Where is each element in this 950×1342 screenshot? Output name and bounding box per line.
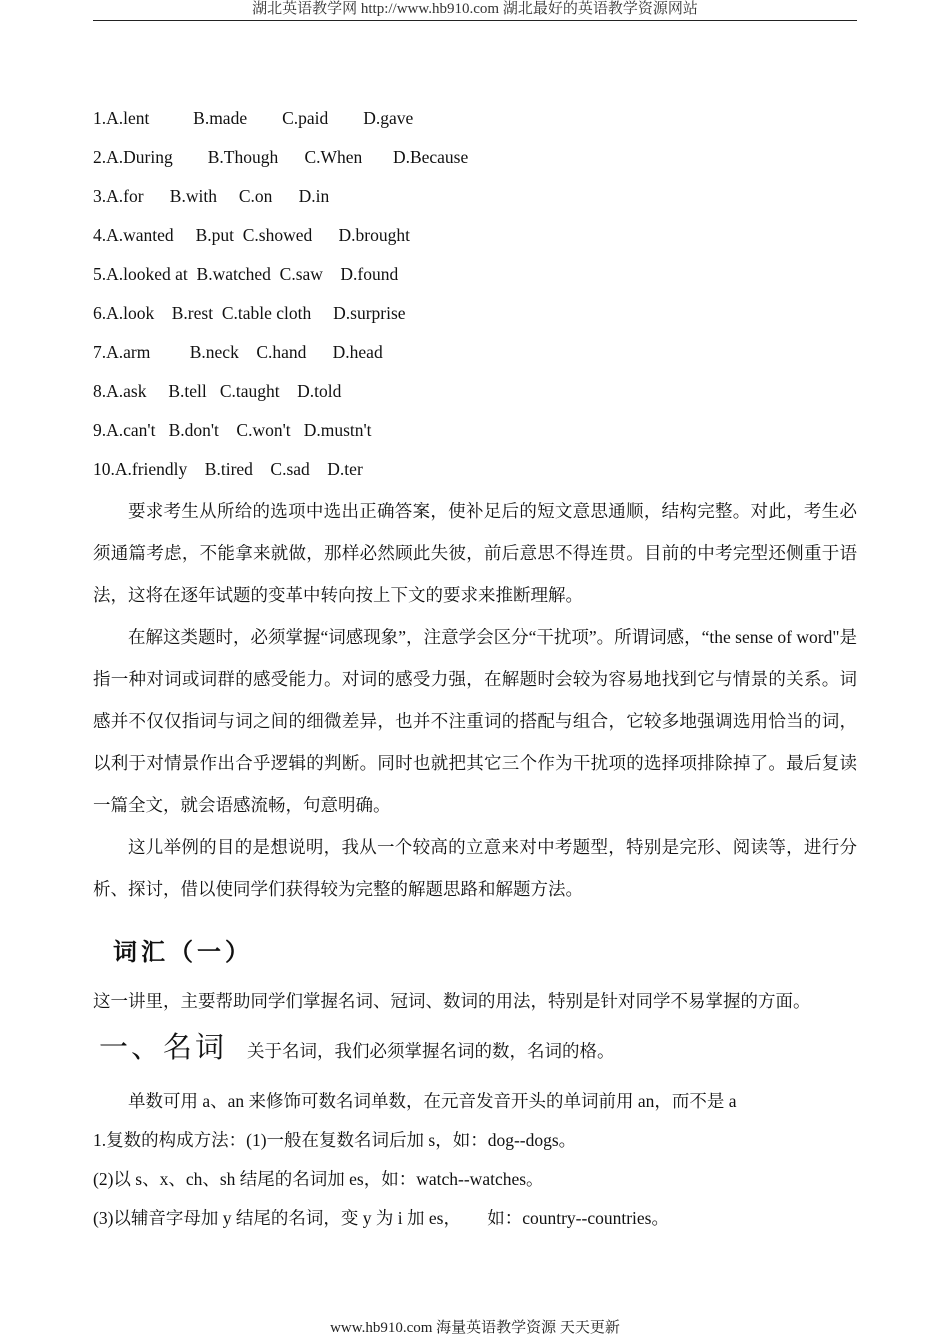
option-b: B.with xyxy=(169,186,217,206)
option-line-2 xyxy=(93,139,857,178)
option-line-8 xyxy=(93,373,857,412)
option-b: B.rest xyxy=(171,303,214,323)
option-c: C.hand xyxy=(256,342,307,362)
option-c: C.on xyxy=(238,186,273,206)
noun-subheading: 关于名词，我们必须掌握名词的数，名词的格。 xyxy=(247,1041,615,1061)
option-d: D.told xyxy=(297,381,342,401)
option-d: D.ter xyxy=(327,459,363,479)
paragraph-requirements: 要求考生从所给的选项中选出正确答案，使补足后的短文意思通顺，结构完整。对此，考生必须通篇考虑，不能拿来就做，那样必然顾此失彼，前后意思不得连贯。目前的中考完型还侧重于语法，这将在逐年试题的变革中转向按上下文的要求来推断理解。 xyxy=(93,501,857,605)
option-line-7 xyxy=(93,334,857,373)
option-a: 10.A.friendly xyxy=(93,459,188,479)
option-d: D.in xyxy=(298,186,330,206)
option-b: B.neck xyxy=(189,342,239,362)
plural-rule-2: (2)以 s、x、ch、sh 结尾的名词加 es，如：watch--watches。 xyxy=(93,1169,544,1189)
option-b: B.Though xyxy=(207,147,279,167)
option-c: C.When xyxy=(304,147,363,167)
option-c: C.sad xyxy=(270,459,310,479)
option-d: D.brought xyxy=(338,225,410,245)
option-d: D.Because xyxy=(392,147,469,167)
option-c: C.saw xyxy=(279,264,323,284)
option-d: D.found xyxy=(340,264,399,284)
option-d: D.surprise xyxy=(333,303,406,323)
paragraph-purpose: 这儿举例的目的是想说明，我从一个较高的立意来对中考题型，特别是完形、阅读等，进行分析、探讨，借以使同学们获得较为完整的解题思路和解题方法。 xyxy=(93,837,857,899)
document-body xyxy=(93,100,857,1238)
option-d: D.mustn't xyxy=(303,420,372,440)
noun-heading-row xyxy=(93,1022,857,1074)
plural-rule-3: (3)以辅音字母加 y 结尾的名词，变 y 为 i 加 es， 如：country--countries。 xyxy=(93,1208,669,1228)
option-a: 2.A.During xyxy=(93,147,173,167)
option-line-10 xyxy=(93,451,857,490)
option-line-4 xyxy=(93,217,857,256)
option-line-3 xyxy=(93,178,857,217)
option-b: B.tell xyxy=(168,381,207,401)
noun-heading: 一、名词 xyxy=(99,1032,228,1064)
options-list xyxy=(93,100,857,490)
plural-rule-1: 1.复数的构成方法：(1)一般在复数名词后加 s，如：dog--dogs。 xyxy=(93,1130,577,1150)
option-a: 5.A.looked at xyxy=(93,264,188,284)
option-c: C.showed xyxy=(242,225,313,245)
page-header xyxy=(93,0,857,21)
option-d: D.gave xyxy=(363,108,414,128)
option-a: 1.A.lent xyxy=(93,108,150,128)
option-line-9 xyxy=(93,412,857,451)
option-line-6 xyxy=(93,295,857,334)
option-b: B.tired xyxy=(204,459,253,479)
option-b: B.made xyxy=(193,108,248,128)
option-a: 7.A.arm xyxy=(93,342,151,362)
option-a: 3.A.for xyxy=(93,186,144,206)
vocab-intro: 这一讲里，主要帮助同学们掌握名词、冠词、数词的用法，特别是针对同学不易掌握的方面。 xyxy=(93,991,811,1011)
option-c: C.table cloth xyxy=(221,303,312,323)
option-d: D.head xyxy=(332,342,383,362)
option-c: C.taught xyxy=(219,381,280,401)
footer-text: www.hb910.com 海量英语教学资源 天天更新 xyxy=(330,1320,620,1336)
page-footer xyxy=(0,1318,950,1338)
option-line-5 xyxy=(93,256,857,295)
option-line-1 xyxy=(93,100,857,139)
paragraph-word-sense: 在解这类题时，必须掌握“词感现象”，注意学会区分“干扰项”。所谓词感，“the sense of word"是指一种对词或词群的感受能力。对词的感受力强，在解题时会较为容易地找到它与情景的关系。词感并不仅仅指词与词之间的细微差异，也并不注重词的搭配与组合，它较多地强调选用恰当的词，以利于对情景作出合乎逻辑的判断。同时也就把其它三个作为干扰项的选择项排除掉了。最后复读一篇全文，就会语感流畅，句意明确。 xyxy=(93,627,857,815)
option-b: B.don't xyxy=(168,420,219,440)
option-c: C.won't xyxy=(236,420,291,440)
option-a: 8.A.ask xyxy=(93,381,147,401)
header-text: 湖北英语教学网 http://www.hb910.com 湖北最好的英语教学资源网站 xyxy=(252,1,698,17)
option-c: C.paid xyxy=(282,108,329,128)
singular-rule: 单数可用 a、an 来修饰可数名词单数，在元音发音开头的单词前用 an，而不是 a xyxy=(128,1091,737,1111)
option-a: 6.A.look xyxy=(93,303,155,323)
option-b: B.put xyxy=(195,225,234,245)
option-a: 4.A.wanted xyxy=(93,225,174,245)
option-a: 9.A.can't xyxy=(93,420,156,440)
option-b: B.watched xyxy=(196,264,271,284)
vocab-heading: 词汇（一） xyxy=(113,938,253,966)
